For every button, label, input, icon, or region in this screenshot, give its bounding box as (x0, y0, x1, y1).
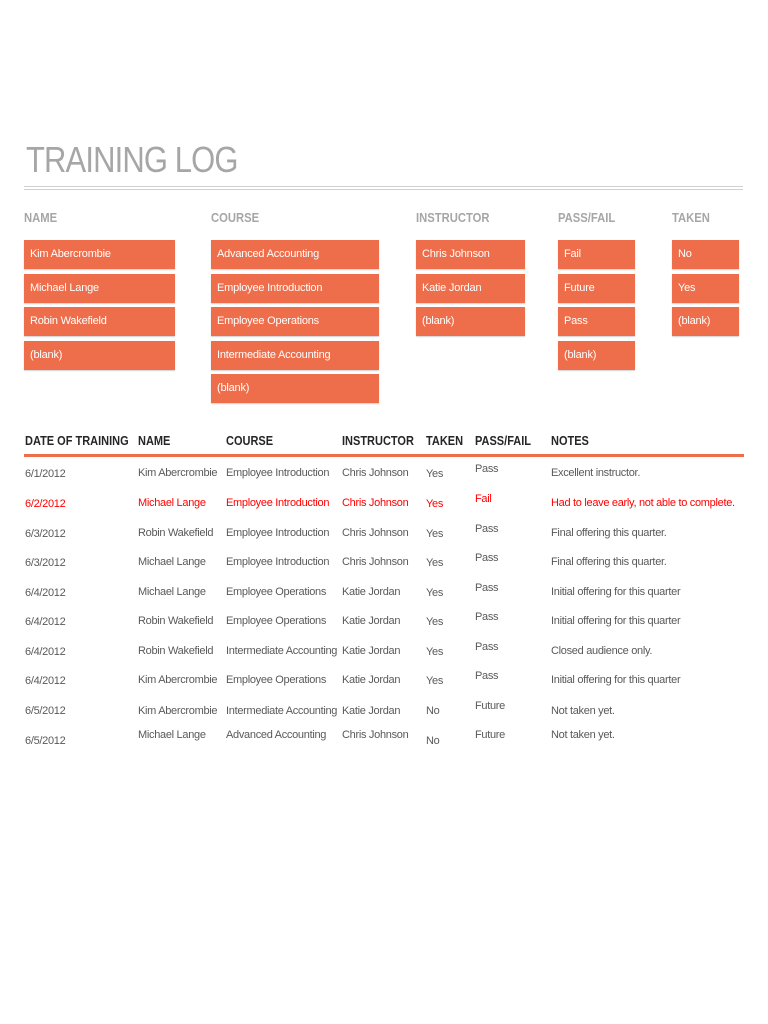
slicer-item[interactable]: Michael Lange (24, 274, 175, 303)
slicer-item[interactable]: Fail (558, 240, 635, 269)
slicer-instructor (416, 209, 525, 341)
slicer-item[interactable]: Employee Operations (211, 307, 379, 336)
cell-date: 6/1/2012 (25, 468, 66, 480)
column-header-taken[interactable]: TAKEN (426, 434, 464, 448)
cell-instructor: Chris Johnson (342, 497, 409, 509)
cell-pass-fail: Fail (475, 493, 492, 505)
cell-course: Intermediate Accounting (226, 705, 338, 717)
cell-taken: Yes (426, 646, 444, 658)
slicer-item[interactable]: (blank) (211, 374, 379, 403)
cell-date: 6/4/2012 (25, 675, 66, 687)
cell-course: Advanced Accounting (226, 729, 327, 741)
cell-date: 6/4/2012 (25, 587, 66, 599)
slicer-item[interactable]: Robin Wakefield (24, 307, 175, 336)
cell-date: 6/5/2012 (25, 705, 66, 717)
slicer-title: NAME (24, 211, 58, 225)
cell-notes: Excellent instructor. (551, 467, 641, 479)
table-row (24, 463, 744, 496)
header-divider (24, 454, 744, 457)
slicer-pass-fail (558, 209, 635, 374)
table-header (24, 431, 744, 455)
table-row (24, 582, 744, 615)
cell-instructor: Chris Johnson (342, 729, 409, 741)
cell-date: 6/3/2012 (25, 557, 66, 569)
cell-course: Intermediate Accounting (226, 645, 338, 657)
cell-name: Kim Abercrombie (138, 467, 218, 479)
cell-course: Employee Operations (226, 615, 327, 627)
slicer-name (24, 209, 175, 374)
cell-course: Employee Operations (226, 586, 327, 598)
cell-pass-fail: Pass (475, 523, 499, 535)
cell-notes: Final offering this quarter. (551, 556, 667, 568)
cell-pass-fail: Pass (475, 552, 499, 564)
slicer-item[interactable]: (blank) (672, 307, 739, 336)
cell-pass-fail: Pass (475, 582, 499, 594)
cell-name: Robin Wakefield (138, 645, 214, 657)
table-row (24, 611, 744, 644)
cell-name: Robin Wakefield (138, 527, 214, 539)
cell-instructor: Katie Jordan (342, 586, 401, 598)
table-row (24, 641, 744, 674)
cell-notes: Closed audience only. (551, 645, 653, 657)
slicer-item[interactable]: Kim Abercrombie (24, 240, 175, 269)
cell-course: Employee Introduction (226, 527, 330, 539)
table-row (24, 493, 744, 526)
cell-pass-fail: Pass (475, 641, 499, 653)
cell-instructor: Chris Johnson (342, 556, 409, 568)
slicer-taken (672, 209, 739, 341)
cell-instructor: Chris Johnson (342, 467, 409, 479)
slicer-item[interactable]: (blank) (558, 341, 635, 370)
column-header-notes[interactable]: NOTES (551, 434, 589, 448)
cell-notes: Not taken yet. (551, 729, 615, 741)
slicer-item[interactable]: Pass (558, 307, 635, 336)
slicer-item[interactable]: No (672, 240, 739, 269)
cell-instructor: Chris Johnson (342, 527, 409, 539)
cell-instructor: Katie Jordan (342, 615, 401, 627)
slicer-item[interactable]: Advanced Accounting (211, 240, 379, 269)
slicer-title: PASS/FAIL (558, 211, 616, 225)
cell-notes: Had to leave early, not able to complete. (551, 497, 735, 509)
column-header-name[interactable]: NAME (138, 434, 171, 448)
cell-taken: Yes (426, 587, 444, 599)
slicer-item[interactable]: Chris Johnson (416, 240, 525, 269)
cell-name: Kim Abercrombie (138, 705, 218, 717)
cell-notes: Not taken yet. (551, 705, 615, 717)
table-row (24, 670, 744, 703)
cell-taken: Yes (426, 528, 444, 540)
slicer-item[interactable]: Employee Introduction (211, 274, 379, 303)
cell-notes: Initial offering for this quarter (551, 674, 681, 686)
cell-instructor: Katie Jordan (342, 705, 401, 717)
cell-date: 6/5/2012 (25, 735, 66, 747)
cell-name: Michael Lange (138, 497, 206, 509)
slicer-course (211, 209, 379, 408)
cell-course: Employee Introduction (226, 497, 330, 509)
cell-date: 6/3/2012 (25, 528, 66, 540)
page-title: TRAINING LOG (26, 139, 238, 180)
cell-pass-fail: Future (475, 729, 505, 741)
column-header-date[interactable]: DATE OF TRAINING (25, 434, 129, 448)
cell-name: Michael Lange (138, 729, 206, 741)
cell-course: Employee Introduction (226, 556, 330, 568)
cell-name: Robin Wakefield (138, 615, 214, 627)
cell-taken: No (426, 705, 440, 717)
slicer-item[interactable]: Future (558, 274, 635, 303)
table-row (24, 523, 744, 556)
cell-taken: Yes (426, 557, 444, 569)
cell-date: 6/2/2012 (25, 498, 66, 510)
column-header-pass-fail[interactable]: PASS/FAIL (475, 434, 532, 448)
cell-instructor: Katie Jordan (342, 645, 401, 657)
cell-name: Michael Lange (138, 586, 206, 598)
slicer-item[interactable]: Intermediate Accounting (211, 341, 379, 370)
slicer-item[interactable]: (blank) (416, 307, 525, 336)
cell-date: 6/4/2012 (25, 646, 66, 658)
cell-taken: Yes (426, 616, 444, 628)
slicer-item[interactable]: Katie Jordan (416, 274, 525, 303)
cell-course: Employee Operations (226, 674, 327, 686)
cell-pass-fail: Pass (475, 463, 499, 475)
cell-taken: Yes (426, 498, 444, 510)
cell-course: Employee Introduction (226, 467, 330, 479)
cell-pass-fail: Pass (475, 611, 499, 623)
title-divider-secondary (24, 189, 743, 190)
column-header-instructor[interactable]: INSTRUCTOR (342, 434, 414, 448)
cell-instructor: Katie Jordan (342, 674, 401, 686)
cell-pass-fail: Future (475, 700, 505, 712)
cell-date: 6/4/2012 (25, 616, 66, 628)
title-divider (24, 186, 743, 187)
cell-notes: Final offering this quarter. (551, 527, 667, 539)
slicer-item[interactable]: (blank) (24, 341, 175, 370)
cell-taken: Yes (426, 468, 444, 480)
cell-name: Kim Abercrombie (138, 674, 218, 686)
cell-notes: Initial offering for this quarter (551, 586, 681, 598)
slicer-title: INSTRUCTOR (416, 211, 490, 225)
cell-pass-fail: Pass (475, 670, 499, 682)
slicer-title: COURSE (211, 211, 260, 225)
cell-taken: Yes (426, 675, 444, 687)
cell-taken: No (426, 735, 440, 747)
slicer-title: TAKEN (672, 211, 710, 225)
cell-notes: Initial offering for this quarter (551, 615, 681, 627)
slicer-item[interactable]: Yes (672, 274, 739, 303)
table-row (24, 552, 744, 585)
cell-name: Michael Lange (138, 556, 206, 568)
column-header-course[interactable]: COURSE (226, 434, 274, 448)
table-row (24, 729, 744, 759)
